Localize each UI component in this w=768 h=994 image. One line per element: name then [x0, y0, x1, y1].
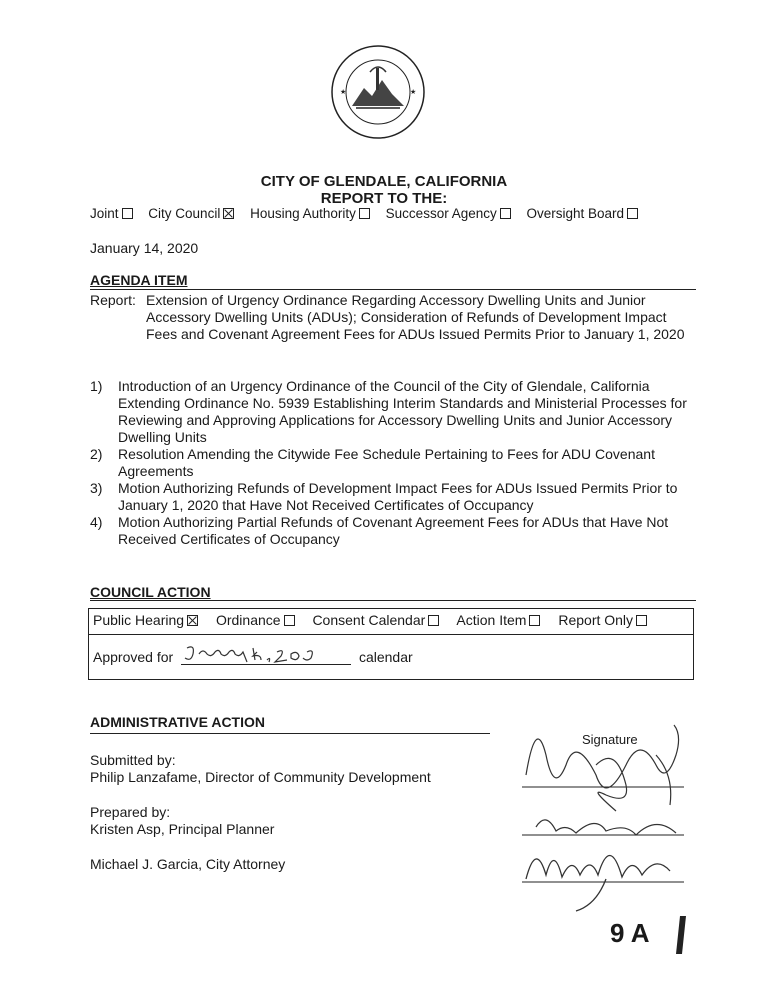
submitted-name: Philip Lanzafame, Director of Community Development — [90, 769, 431, 785]
city-title: CITY OF GLENDALE, CALIFORNIA — [260, 173, 508, 190]
oversight-board-checkbox[interactable] — [627, 208, 638, 219]
housing-authority-checkbox[interactable] — [359, 208, 370, 219]
board-successor-agency: Successor Agency — [386, 206, 511, 221]
council-box-divider — [88, 634, 694, 635]
report-date: January 14, 2020 — [90, 240, 199, 256]
signature-1-icon — [526, 725, 679, 811]
calendar-label: calendar — [358, 649, 413, 665]
signature-3-icon — [526, 855, 670, 911]
option-action-item: Action Item — [456, 612, 540, 628]
prepared-label: Prepared by: — [90, 804, 171, 820]
approved-for-label: Approved for — [93, 649, 174, 665]
admin-rule — [90, 733, 490, 734]
report-label: Report: — [90, 292, 136, 308]
agenda-item: 1) Introduction of an Urgency Ordinance of the Council of the City of Glendale, California Extending Ordinance No. 5939 Establishing Interim Standards and Ministerial Processes for Reviewing and Approving Applications for Accessory Dwelling Units and Junior Accessory Dwelling Units — [90, 378, 687, 445]
signature-label: Signature — [582, 732, 638, 747]
agenda-rule — [90, 289, 696, 290]
board-selection-row — [90, 206, 650, 221]
board-joint: Joint — [90, 206, 133, 221]
board-city-council: City Council — [148, 206, 234, 221]
city-council-checkbox[interactable] — [223, 208, 234, 219]
council-rule — [90, 600, 696, 601]
svg-text:★: ★ — [340, 89, 347, 96]
signature-2-icon — [536, 820, 676, 835]
option-consent-calendar: Consent Calendar — [312, 612, 439, 628]
signature-area — [506, 715, 686, 915]
council-heading: COUNCIL ACTION — [90, 584, 211, 600]
report-only-checkbox[interactable] — [636, 615, 647, 626]
agenda-heading: AGENDA ITEM — [90, 272, 188, 288]
agenda-item: 4) Motion Authorizing Partial Refunds of Covenant Agreement Fees for ADUs that Have Not Received Certificates of Occupancy — [90, 514, 669, 547]
svg-text:★: ★ — [410, 89, 417, 96]
report-text: Extension of Urgency Ordinance Regarding Accessory Dwelling Units and Junior Accessory Dwelling Units (ADUs); Consideration of Refunds of Development Impact Fees and Covenant Agreement Fees for ADUs Issued Permits Prior to January 1, 2020 — [146, 292, 685, 342]
action-item-checkbox[interactable] — [529, 615, 540, 626]
city-seal — [330, 44, 426, 140]
report-block — [90, 292, 690, 343]
consent-calendar-checkbox[interactable] — [428, 615, 439, 626]
handwritten-date-field[interactable] — [181, 646, 351, 665]
agenda-stamp: 9 A — [604, 912, 694, 958]
submitted-label: Submitted by: — [90, 752, 176, 768]
board-oversight-board: Oversight Board — [527, 206, 639, 221]
approved-for-line — [93, 646, 413, 665]
agenda-item: 3) Motion Authorizing Refunds of Development Impact Fees for ADUs Issued Permits Prior to January 1, 2020 that Have Not Received Certificates of Occupancy — [90, 480, 678, 513]
agenda-items — [90, 378, 690, 548]
admin-heading: ADMINISTRATIVE ACTION — [90, 714, 265, 730]
public-hearing-checkbox[interactable] — [187, 615, 198, 626]
prepared-name: Kristen Asp, Principal Planner — [90, 821, 275, 837]
successor-agency-checkbox[interactable] — [500, 208, 511, 219]
joint-checkbox[interactable] — [122, 208, 133, 219]
council-options-row — [93, 612, 661, 628]
attorney-name: Michael J. Garcia, City Attorney — [90, 856, 286, 872]
option-report-only: Report Only — [558, 612, 647, 628]
ordinance-checkbox[interactable] — [284, 615, 295, 626]
option-ordinance: Ordinance — [216, 612, 295, 628]
option-public-hearing: Public Hearing — [93, 612, 198, 628]
handwritten-date-icon — [181, 638, 351, 668]
agenda-item: 2) Resolution Amending the Citywide Fee Schedule Pertaining to Fees for ADU Covenant Agreements — [90, 446, 655, 479]
report-to-title: REPORT TO THE: — [320, 190, 448, 207]
board-housing-authority: Housing Authority — [250, 206, 370, 221]
stamp-bar-icon — [676, 916, 686, 954]
